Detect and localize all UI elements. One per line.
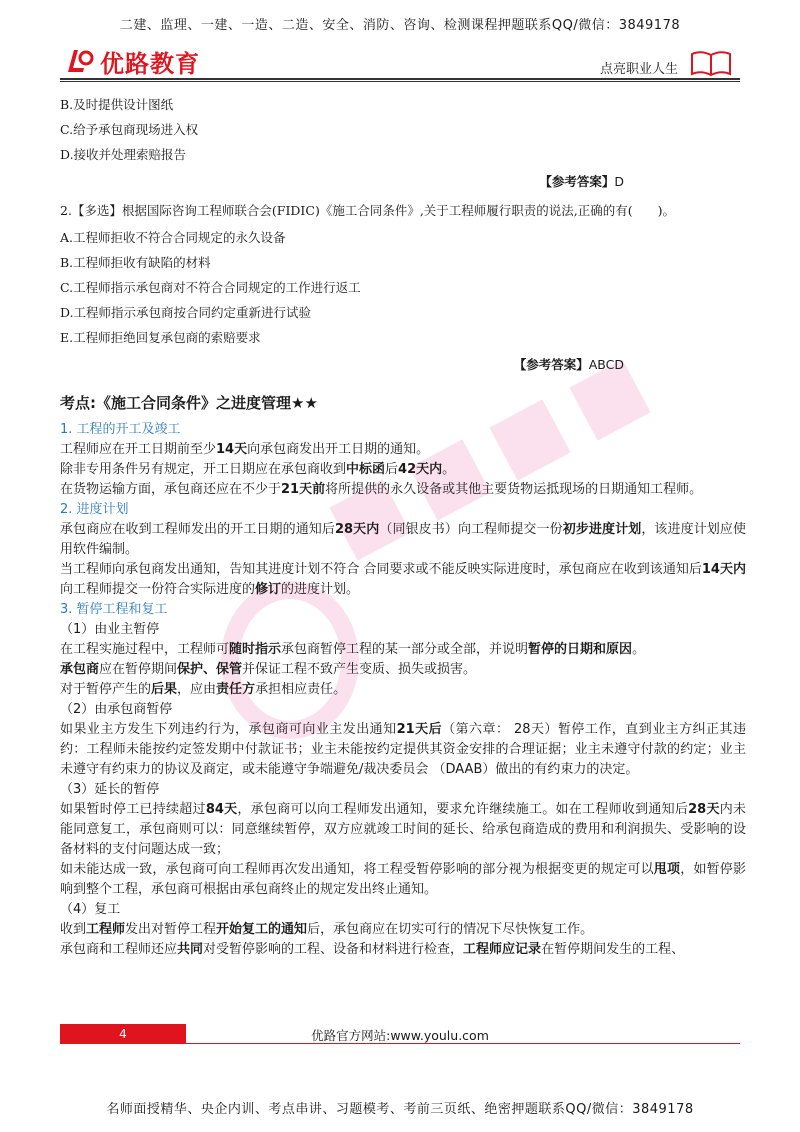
s1-paragraph-1: 工程师应在开工日期前至少14天向承包商发出开工日期的通知。 <box>60 442 430 457</box>
q2-option-d: D.工程师指示承包商按合同约定重新进行试验 <box>60 305 312 320</box>
brand-logo[interactable] <box>64 44 200 78</box>
s3-1-paragraph-1: 在工程实施过程中，工程师可随时指示承包商暂停工程的某一部分或全部，并说明暂停的日期和原因。 <box>60 642 646 657</box>
page-number: 4 <box>119 1027 127 1041</box>
bottom-promo-bar: 名师面授精华、央企内训、考点串讲、习题模考、考前三页纸、绝密押题联系QQ/微信：3849178 <box>106 1102 694 1117</box>
open-book-icon <box>690 50 732 80</box>
subsection-3-title: 3. 暂停工程和复工 <box>60 602 168 617</box>
brand-slogan: 点亮职业人生 <box>600 62 679 77</box>
answer-2 <box>60 350 746 380</box>
question-2: 2.【多选】根据国际咨询工程师联合会(FIDIC)《施工合同条件》,关于工程师履行职责的说法,正确的有( )。 <box>60 203 676 218</box>
header-divider <box>60 78 740 80</box>
subsection-2-title: 2. 进度计划 <box>60 502 129 517</box>
s3-4-paragraph-2: 承包商和工程师还应共同对受暂停影响的工程、设备和材料进行检查，工程师应记录在暂停期间发生的工程、 <box>60 942 685 957</box>
s3-1-paragraph-3: 对于暂停产生的后果，应由责任方承担相应责任。 <box>60 682 347 697</box>
subsection-1-title: 1. 工程的开工及竣工 <box>60 422 181 437</box>
s3-1-title: （1）由业主暂停 <box>60 622 160 637</box>
answer-label: 【参考答案】 <box>539 174 615 189</box>
s3-3-paragraph-1: 如果暂时停工已持续超过84天，承包商可以向工程师发出通知，要求允许继续施工。如在工程师收到通知后28天内未能同意复工，承包商则可以：同意继续暂停，双方应就竣工时间的延长、给承包商造成的费用和利润损失、受影响的设备材料的支付问题达成一致； <box>60 802 746 857</box>
footer-divider <box>186 1043 740 1044</box>
s2-paragraph-1: 承包商应在收到工程师发出的开工日期的通知后28天内（同银皮书）向工程师提交一份初步进度计划，该进度计划应使用软件编制。 <box>60 522 746 557</box>
footer-website[interactable]: 优路官方网站:www.youlu.com <box>311 1028 489 1043</box>
section-title: 考点:《施工合同条件》之进度管理★★ <box>60 394 318 412</box>
youlu-logo-icon <box>64 46 94 76</box>
s1-paragraph-2: 除非专用条件另有规定，开工日期应在承包商收到中标函后42天内。 <box>60 462 456 477</box>
page-content <box>60 92 746 960</box>
q2-option-b: B.工程师拒收有缺陷的材料 <box>60 255 211 270</box>
top-promo-bar: 二建、监理、一建、一造、二造、安全、消防、咨询、检测课程押题联系QQ/微信：3849178 <box>119 18 681 33</box>
brand-name: 优路教育 <box>100 49 200 78</box>
answer-value: ABCD <box>588 357 624 372</box>
answer-1 <box>60 167 746 197</box>
answer-label: 【参考答案】 <box>513 357 589 372</box>
q2-option-a: A.工程师拒收不符合合同规定的永久设备 <box>60 230 286 245</box>
option-d: D.接收并处理索赔报告 <box>60 147 187 162</box>
q2-option-e: E.工程师拒绝回复承包商的索赔要求 <box>60 330 261 345</box>
option-b: B.及时提供设计图纸 <box>60 97 174 112</box>
s3-2-title: （2）由承包商暂停 <box>60 702 173 717</box>
s3-4-paragraph-1: 收到工程师发出对暂停工程开始复工的通知后，承包商应在切实可行的情况下尽快恢复工作。 <box>60 922 594 937</box>
s3-3-paragraph-2: 如未能达成一致，承包商可向工程师再次发出通知，将工程受暂停影响的部分视为根据变更的规定可以甩项，如暂停影响到整个工程，承包商可根据由承包商终止的规定发出终止通知。 <box>60 862 746 897</box>
option-c: C.给予承包商现场进入权 <box>60 122 199 137</box>
answer-value: D <box>614 174 624 189</box>
q2-option-c: C.工程师指示承包商对不符合合同规定的工作进行返工 <box>60 280 361 295</box>
s3-4-title: （4）复工 <box>60 902 121 917</box>
s3-2-paragraph-1: 如果业主方发生下列违约行为，承包商可向业主发出通知21天后（第六章： 28天）暂停工作，直到业主方纠正其违约：工程师未能按约定签发期中付款证书；业主未能按约定提供其资金安排的合理证据；业主未遵守付款的约定；业主未遵守有约束力的协议及商定，或未能遵守争端避免/裁决委员会 （DAAB）做出的有约束力的决定。 <box>60 722 746 777</box>
s1-paragraph-3: 在货物运输方面，承包商还应在不少于21天前将所提供的永久设备或其他主要货物运抵现场的日期通知工程师。 <box>60 482 703 497</box>
s2-paragraph-2: 当工程师向承包商发出通知，告知其进度计划不符合 合同要求或不能反映实际进度时，承包商应在收到该通知后14天内向工程师提交一份符合实际进度的修订的进度计划。 <box>60 562 746 597</box>
s3-3-title: （3）延长的暂停 <box>60 782 160 797</box>
s3-1-paragraph-2: 承包商应在暂停期间保护、保管并保证工程不致产生变质、损失或损害。 <box>60 662 477 677</box>
header-divider-thin <box>60 81 740 82</box>
